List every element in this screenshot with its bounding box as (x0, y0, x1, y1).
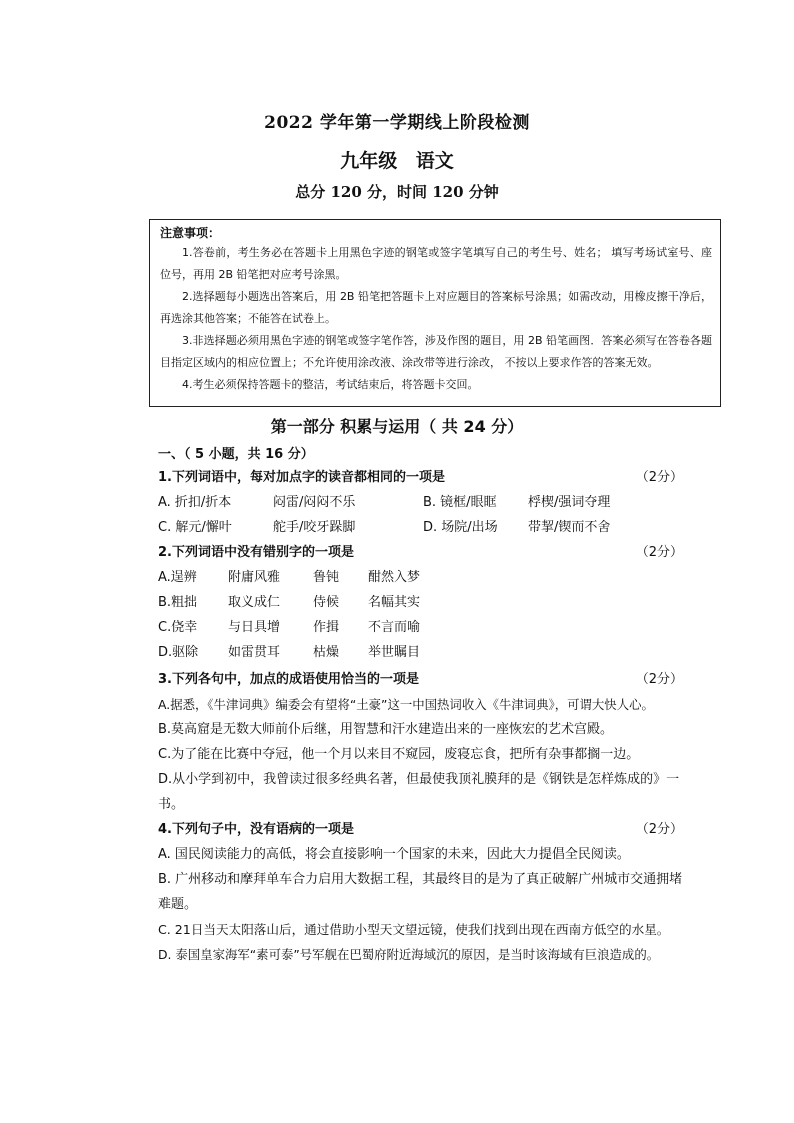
question-points: （2分） (635, 470, 683, 485)
option: 与日具增 (228, 620, 281, 635)
notice-item: 4.考生必须保持答题卡的整洁，考试结束后，将答题卡交回。 (182, 378, 479, 391)
option: 不言而喻 (368, 620, 421, 635)
option: 舵手/咬牙跺脚 (273, 520, 356, 535)
question-stem: 1.下列词语中，每对加点字的读音都相同的一项是 (158, 470, 445, 485)
question-3 (158, 668, 743, 817)
option: 如雷贯耳 (228, 645, 281, 660)
notice-item: 1.答卷前，考生务必在答题卡上用黑色字迹的钢笔或签字笔填写自己的考生号、姓名； 填写考场试室号、座位号，再用 2B 铅笔把对应考号涂黑。 (160, 246, 712, 281)
notice-item: 3.非选择题必须用黑色字迹的钢笔或签字笔作答，涉及作图的题目，用 2B 铅笔画图．答案必须写在答卷各题目指定区域内的相应位置上；不允许使用涂改液、涂改带等进行涂改， 不按以上要求作答的答案无效。 (160, 334, 712, 369)
option-line: 书。 (158, 797, 185, 812)
question-2 (158, 541, 743, 665)
question-points: （2分） (635, 672, 683, 687)
option-row (158, 490, 743, 515)
section-heading: 一、（ 5 小题，共 16 分） (158, 447, 314, 462)
option-line: 难题。 (158, 897, 198, 912)
question-points: （2分） (635, 545, 683, 560)
option-line: A. 国民阅读能力的高低，将会直接影响一个国家的未来，因此大力提倡全民阅读。 (158, 847, 630, 862)
option: 枯燥 (313, 645, 340, 660)
question-1 (158, 466, 743, 540)
option: 举世瞩目 (368, 645, 421, 660)
notice-item: 2.选择题每小题选出答案后，用 2B 铅笔把答题卡上对应题目的答案标号涂黑；如需改动，用橡皮擦干净后，再选涂其他答案；不能答在试卷上。 (160, 290, 712, 325)
option-line: C. 21日当天太阳落山后，通过借助小型天文望远镜，使我们找到出现在西南方低空的水星。 (158, 922, 670, 937)
option-line: D. 泰国皇家海军“素可泰”号军舰在巴蜀府附近海域沉的原因，是当时该海域有巨浪造成的。 (158, 947, 660, 962)
question-4 (158, 818, 743, 967)
notice-box (149, 219, 721, 407)
option: 带挈/锲而不舍 (528, 520, 611, 535)
option-row (158, 615, 743, 640)
option: C.侥幸 (158, 620, 198, 635)
option: 桴楔/强词夺理 (528, 495, 611, 510)
option-row (158, 640, 743, 665)
option-line: B. 广州移动和摩拜单车合力启用大数据工程，其最终目的是为了真正破解广州城市交通拥堵 (158, 872, 683, 887)
part-title: 第一部分 积累与运用（ 共 24 分） (270, 417, 524, 436)
option: B. 镜框/眼眶 (423, 495, 497, 510)
option-row (158, 590, 743, 615)
option: 取义成仁 (228, 595, 281, 610)
option: A. 折扣/折本 (158, 495, 232, 510)
option-row (158, 565, 743, 590)
exam-subject: 九年级 语文 (340, 150, 454, 172)
option: D. 场院/出场 (423, 520, 498, 535)
option: A.逞辨 (158, 570, 197, 585)
question-points: （2分） (635, 822, 683, 837)
question-stem: 4.下列句子中，没有语病的一项是 (158, 822, 354, 837)
exam-score-time: 总分 120 分，时间 120 分钟 (295, 183, 499, 201)
option-row (158, 515, 743, 540)
option-line: B.莫高窟是无数大师前仆后继，用智慧和汗水建造出来的一座恢宏的艺术宫殿。 (158, 722, 614, 737)
option: D.驱除 (158, 645, 199, 660)
option-line: A.据悉，《牛津词典》编委会有望将“土豪”这一中国热词收入《牛津词典》，可谓大快人心。 (158, 697, 654, 712)
option: 名幅其实 (368, 595, 421, 610)
option: 鲁钝 (313, 570, 340, 585)
option: 侍候 (313, 595, 340, 610)
option: B.粗拙 (158, 595, 198, 610)
option-line: C.为了能在比赛中夺冠，他一个月以来目不窥园，废寝忘食，把所有杂事都搁一边。 (158, 747, 640, 762)
exam-title: 2022 学年第一学期线上阶段检测 (264, 113, 530, 133)
option: 酣然入梦 (368, 570, 421, 585)
option: 闷雷/闷闷不乐 (273, 495, 356, 510)
option: 附庸风雅 (228, 570, 281, 585)
option-line: D.从小学到初中，我曾读过很多经典名著，但最使我顶礼膜拜的是《钢铁是怎样炼成的》一 (158, 772, 680, 787)
notice-heading: 注意事项： (160, 226, 221, 240)
question-stem: 3.下列各句中，加点的成语使用恰当的一项是 (158, 672, 419, 687)
question-stem: 2.下列词语中没有错别字的一项是 (158, 545, 354, 560)
option: C. 解元/懈叶 (158, 520, 232, 535)
option: 作揖 (313, 620, 340, 635)
